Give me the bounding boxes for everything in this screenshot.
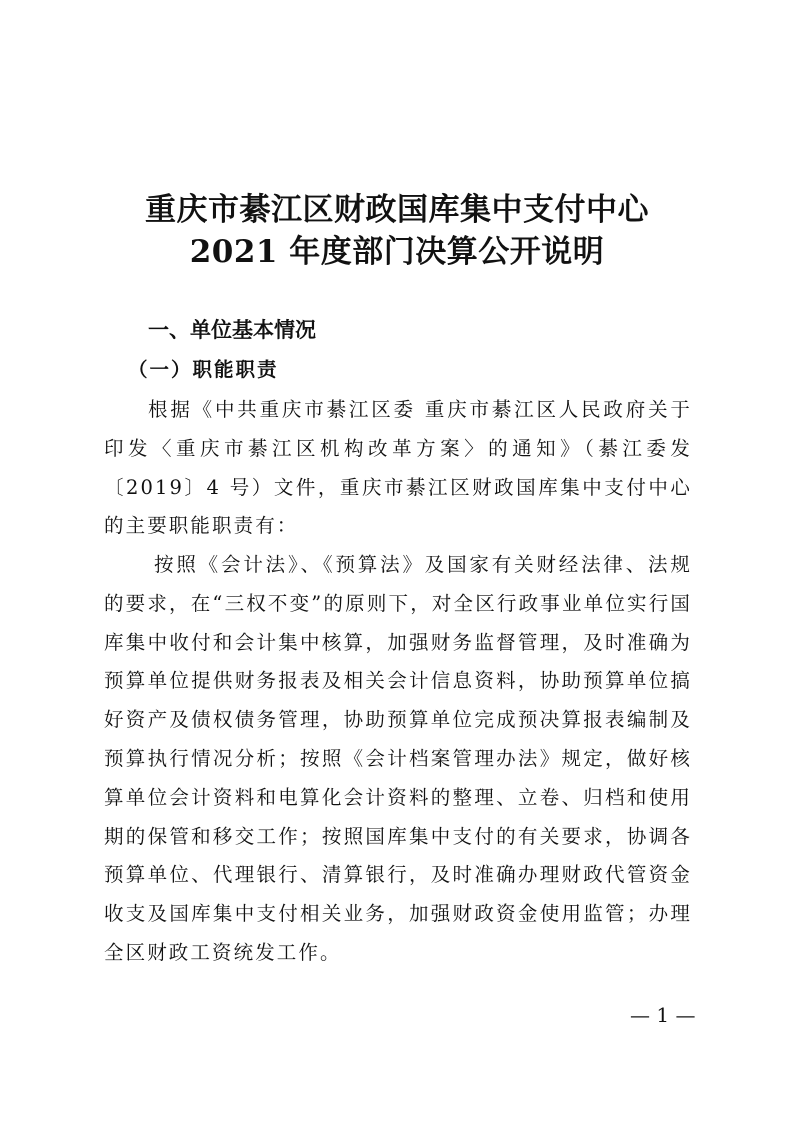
document-title-line2: 2021 年度部门决算公开说明 [189,234,605,270]
body-paragraph-1: 根据《中共重庆市綦江区委 重庆市綦江区人民政府关于印发〈重庆市綦江区机构改革方案〉的通知》（綦江委发〔2019〕4 号）文件，重庆市綦江区财政国库集中支付中心的主要职能职责有： [104,398,692,538]
document-title-line1: 重庆市綦江区财政国库集中支付中心 [145,192,649,228]
section-heading: 一、单位基本情况 [148,318,316,342]
subsection-heading: （一）职能职责 [128,358,279,381]
body-paragraph-2: 按照《会计法》、《预算法》及国家有关财经法律、法规的要求，在“三权不变”的原则下，对全区行政事业单位实行国库集中收付和会计集中核算，加强财务监督管理，及时准确为预算单位提供财务报表及相关会计信息资料，协助预算单位搞好资产及债权债务管理，协助预算单位完成预决算报表编制及预算执行情况分析；按照《会计档案管理办法》规定，做好核算单位会计资料和电算化会计资料的整理、立卷、归档和使用期的保管和移交工作；按照国库集中支付的有关要求，协调各预算单位、代理银行、清算银行，及时准确办理财政代管资金收支及国库集中支付相关业务，加强财政资金使用监管；办理全区财政工资统发工作。 [104,553,692,964]
page-number: — 1 — [630,1003,696,1027]
